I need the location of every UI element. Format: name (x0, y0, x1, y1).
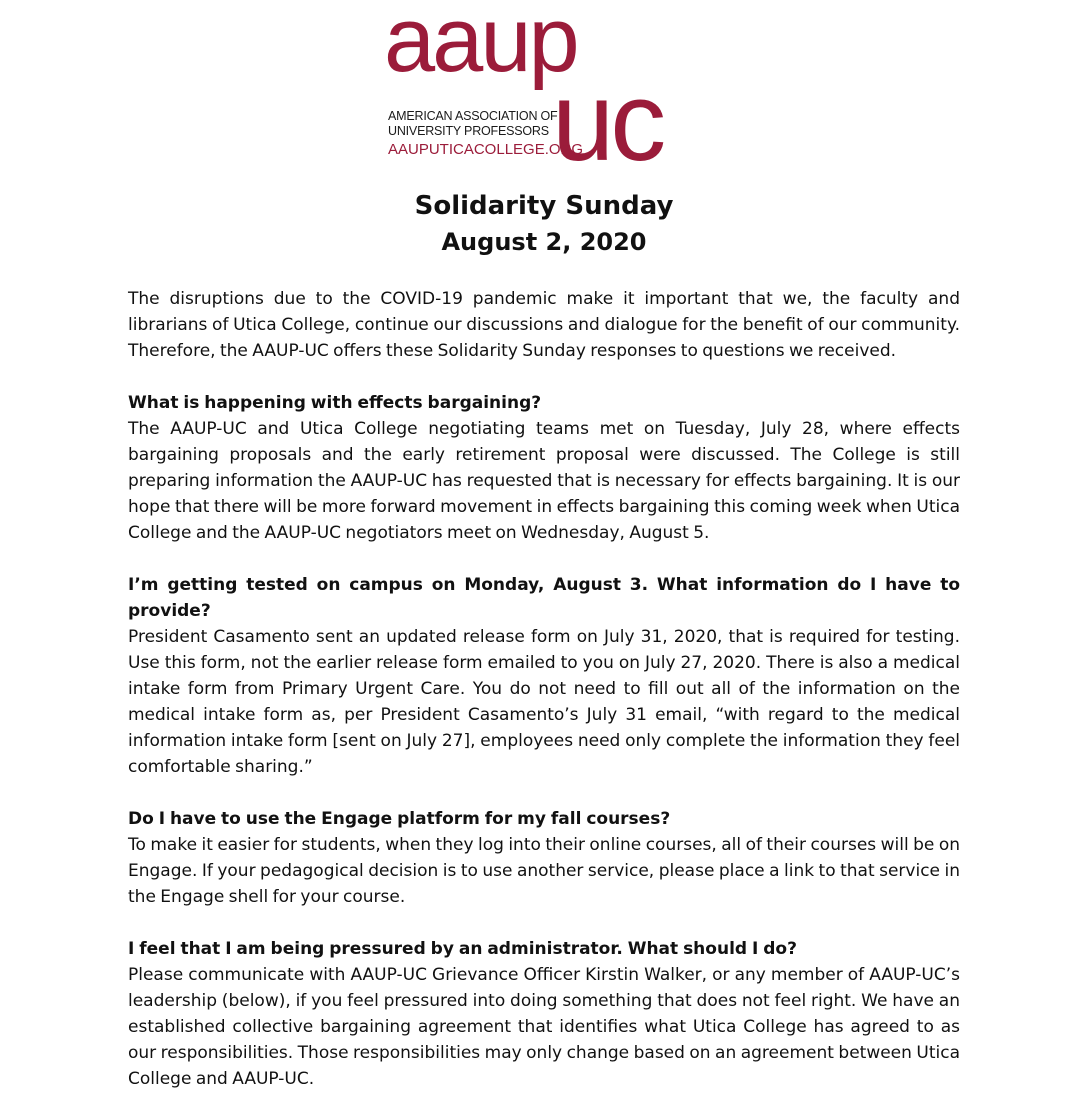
answer-paragraph: President Casamento sent an updated release form on July 31, 2020, that is required for testing. Use this form, not the earlier release form emailed to you on July 27, 2020. There is also a medical intake form from Primary Urgent Care. You do not need to fill out all of the information on the medical intake form as, per President Casamento’s July 31 email, “with regard to the medical information intake form [sent on July 27], employees need only complete the information they feel comfortable sharing.” (128, 627, 960, 777)
answer-paragraph: To make it easier for students, when they log into their online courses, all of their courses will be on Engage. If your pedagogical decision is to use another service, please place a link to that service in the Engage shell for your course. (128, 835, 960, 907)
question-heading: What is happening with effects bargaining? (128, 393, 542, 413)
answer-paragraph: The AAUP-UC and Utica College negotiating teams met on Tuesday, July 28, where effects bargaining proposals and the early retirement proposal were discussed. The College is still preparing information the AAUP-UC has requested that is necessary for effects bargaining. It is our hope that there will be more forward movement in effects bargaining this coming week when Utica College and the AAUP-UC negotiators meet on Wednesday, August 5. (128, 419, 960, 543)
logo-uc-wordmark: uc (552, 59, 663, 184)
logo-org-name-line2: UNIVERSITY PROFESSORS (388, 124, 549, 138)
question-heading: I’m getting tested on campus on Monday, August 3. What information do I have to provide? (128, 575, 960, 621)
qa-section (128, 572, 960, 780)
logo-aaup-wordmark: aaup (384, 0, 577, 91)
aaup-uc-logo (384, 0, 714, 184)
document-body (128, 286, 960, 1092)
qa-section (128, 806, 960, 910)
qa-section (128, 936, 960, 1092)
logo-website: AAUPUTICACOLLEGE.ORG (388, 141, 584, 158)
question-heading: Do I have to use the Engage platform for my fall courses? (128, 809, 671, 829)
qa-section (128, 390, 960, 546)
question-heading: I feel that I am being pressured by an administrator. What should I do? (128, 939, 797, 959)
document-date: August 2, 2020 (441, 228, 647, 256)
document-title: Solidarity Sunday (414, 191, 674, 221)
answer-paragraph: Please communicate with AAUP-UC Grievance Officer Kirstin Walker, or any member of AAUP-UC’s leadership (below), if you feel pressured into doing something that does not feel right. We have an established collective bargaining agreement that identifies what Utica College has agreed to as our responsibilities. Those responsibilities may only change based on an agreement between Utica College and AAUP-UC. (128, 965, 960, 1089)
intro-paragraph: The disruptions due to the COVID-19 pandemic make it important that we, the faculty and librarians of Utica College, continue our discussions and dialogue for the benefit of our community. Therefore, the AAUP-UC offers these Solidarity Sunday responses to questions we received. (128, 289, 960, 361)
logo-org-name-line1: AMERICAN ASSOCIATION OF (388, 109, 558, 123)
